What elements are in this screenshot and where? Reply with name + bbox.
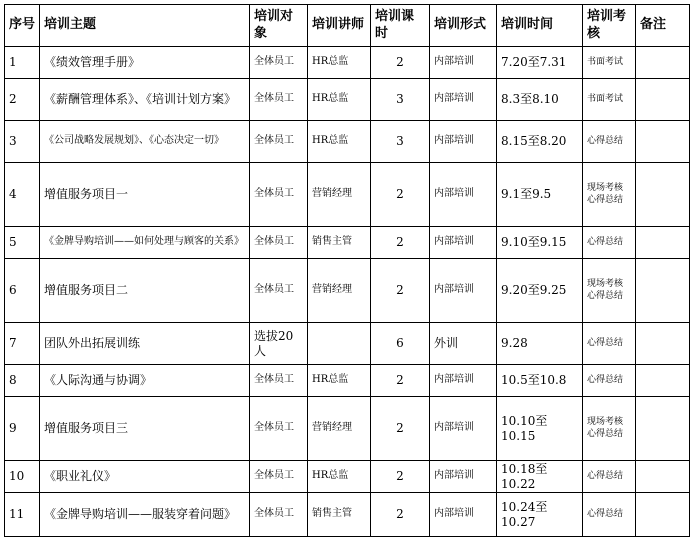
cell-form: 内部培训 xyxy=(430,227,497,259)
cell-hours: 2 xyxy=(371,227,430,259)
table-row xyxy=(5,47,690,79)
cell-hours: 2 xyxy=(371,47,430,79)
header-notes: 备注 xyxy=(636,5,690,47)
cell-topic: 《金牌导购培训——如何处理与顾客的关系》 xyxy=(40,227,250,259)
cell-form: 内部培训 xyxy=(430,397,497,461)
cell-topic: 《职业礼仪》 xyxy=(40,461,250,493)
cell-topic: 《公司战略发展规划》、《心态决定一切》 xyxy=(40,121,250,163)
cell-evaluation: 现场考核心得总结 xyxy=(583,259,636,323)
header-time: 培训时间 xyxy=(497,5,583,47)
cell-time: 8.15至8.20 xyxy=(497,121,583,163)
cell-lecturer: 销售主管 xyxy=(308,227,371,259)
cell-lecturer: 营销经理 xyxy=(308,259,371,323)
cell-topic: 增值服务项目三 xyxy=(40,397,250,461)
cell-audience: 全体员工 xyxy=(250,259,308,323)
cell-audience: 全体员工 xyxy=(250,121,308,163)
cell-hours: 2 xyxy=(371,493,430,537)
cell-time: 8.3至8.10 xyxy=(497,79,583,121)
cell-topic: 增值服务项目二 xyxy=(40,259,250,323)
cell-notes xyxy=(636,79,690,121)
table-row xyxy=(5,397,690,461)
cell-audience: 全体员工 xyxy=(250,227,308,259)
cell-seq: 3 xyxy=(5,121,40,163)
cell-evaluation: 书面考试 xyxy=(583,79,636,121)
cell-hours: 3 xyxy=(371,121,430,163)
cell-audience: 全体员工 xyxy=(250,47,308,79)
cell-form: 内部培训 xyxy=(430,461,497,493)
cell-lecturer: HR总监 xyxy=(308,365,371,397)
header-form: 培训形式 xyxy=(430,5,497,47)
cell-audience: 全体员工 xyxy=(250,493,308,537)
cell-evaluation: 书面考试 xyxy=(583,47,636,79)
cell-hours: 6 xyxy=(371,323,430,365)
cell-time: 9.10至9.15 xyxy=(497,227,583,259)
cell-notes xyxy=(636,163,690,227)
cell-topic: 《人际沟通与协调》 xyxy=(40,365,250,397)
cell-topic: 《薪酬管理体系》、《培训计划方案》 xyxy=(40,79,250,121)
header-lecturer: 培训讲师 xyxy=(308,5,371,47)
cell-notes xyxy=(636,227,690,259)
cell-topic: 《绩效管理手册》 xyxy=(40,47,250,79)
cell-seq: 1 xyxy=(5,47,40,79)
cell-form: 内部培训 xyxy=(430,47,497,79)
header-row xyxy=(5,5,690,47)
table-row xyxy=(5,121,690,163)
cell-evaluation: 心得总结 xyxy=(583,323,636,365)
cell-form: 外训 xyxy=(430,323,497,365)
table-body xyxy=(5,47,690,537)
cell-seq: 6 xyxy=(5,259,40,323)
cell-notes xyxy=(636,397,690,461)
cell-evaluation: 心得总结 xyxy=(583,365,636,397)
cell-form: 内部培训 xyxy=(430,163,497,227)
cell-audience: 全体员工 xyxy=(250,461,308,493)
cell-seq: 8 xyxy=(5,365,40,397)
cell-evaluation: 心得总结 xyxy=(583,121,636,163)
table-row xyxy=(5,461,690,493)
cell-notes xyxy=(636,323,690,365)
cell-seq: 7 xyxy=(5,323,40,365)
cell-notes xyxy=(636,493,690,537)
training-plan-table xyxy=(4,4,690,537)
cell-notes xyxy=(636,259,690,323)
table-row xyxy=(5,79,690,121)
cell-lecturer: 营销经理 xyxy=(308,163,371,227)
cell-topic: 《金牌导购培训——服装穿着问题》 xyxy=(40,493,250,537)
cell-audience: 全体员工 xyxy=(250,79,308,121)
cell-time: 10.24至10.27 xyxy=(497,493,583,537)
cell-time: 7.20至7.31 xyxy=(497,47,583,79)
cell-seq: 2 xyxy=(5,79,40,121)
cell-notes xyxy=(636,365,690,397)
cell-hours: 2 xyxy=(371,259,430,323)
cell-form: 内部培训 xyxy=(430,493,497,537)
cell-time: 10.5至10.8 xyxy=(497,365,583,397)
cell-lecturer: HR总监 xyxy=(308,47,371,79)
cell-audience: 全体员工 xyxy=(250,365,308,397)
cell-form: 内部培训 xyxy=(430,121,497,163)
cell-form: 内部培训 xyxy=(430,259,497,323)
table-row xyxy=(5,493,690,537)
cell-time: 10.10至10.15 xyxy=(497,397,583,461)
header-audience: 培训对象 xyxy=(250,5,308,47)
cell-lecturer: 销售主管 xyxy=(308,493,371,537)
header-hours: 培训课时 xyxy=(371,5,430,47)
cell-seq: 10 xyxy=(5,461,40,493)
cell-evaluation: 现场考核心得总结 xyxy=(583,397,636,461)
cell-topic: 增值服务项目一 xyxy=(40,163,250,227)
cell-seq: 11 xyxy=(5,493,40,537)
cell-notes xyxy=(636,121,690,163)
cell-lecturer: HR总监 xyxy=(308,79,371,121)
header-evaluation: 培训考核 xyxy=(583,5,636,47)
cell-notes xyxy=(636,47,690,79)
header-seq: 序号 xyxy=(5,5,40,47)
cell-evaluation: 心得总结 xyxy=(583,227,636,259)
cell-time: 10.18至10.22 xyxy=(497,461,583,493)
header-topic: 培训主题 xyxy=(40,5,250,47)
cell-audience: 全体员工 xyxy=(250,163,308,227)
cell-form: 内部培训 xyxy=(430,79,497,121)
cell-time: 9.20至9.25 xyxy=(497,259,583,323)
cell-lecturer: HR总监 xyxy=(308,461,371,493)
cell-hours: 2 xyxy=(371,461,430,493)
cell-evaluation: 现场考核心得总结 xyxy=(583,163,636,227)
cell-evaluation: 心得总结 xyxy=(583,493,636,537)
cell-lecturer: HR总监 xyxy=(308,121,371,163)
cell-time: 9.1至9.5 xyxy=(497,163,583,227)
cell-hours: 2 xyxy=(371,365,430,397)
cell-evaluation: 心得总结 xyxy=(583,461,636,493)
cell-hours: 2 xyxy=(371,397,430,461)
cell-hours: 2 xyxy=(371,163,430,227)
cell-topic: 团队外出拓展训练 xyxy=(40,323,250,365)
cell-hours: 3 xyxy=(371,79,430,121)
table-row xyxy=(5,365,690,397)
table-row xyxy=(5,323,690,365)
cell-audience: 选拔20人 xyxy=(250,323,308,365)
cell-time: 9.28 xyxy=(497,323,583,365)
cell-seq: 9 xyxy=(5,397,40,461)
table-row xyxy=(5,163,690,227)
cell-lecturer: 营销经理 xyxy=(308,397,371,461)
table-row xyxy=(5,227,690,259)
cell-seq: 5 xyxy=(5,227,40,259)
cell-notes xyxy=(636,461,690,493)
cell-audience: 全体员工 xyxy=(250,397,308,461)
cell-form: 内部培训 xyxy=(430,365,497,397)
cell-seq: 4 xyxy=(5,163,40,227)
cell-lecturer xyxy=(308,323,371,365)
table-row xyxy=(5,259,690,323)
